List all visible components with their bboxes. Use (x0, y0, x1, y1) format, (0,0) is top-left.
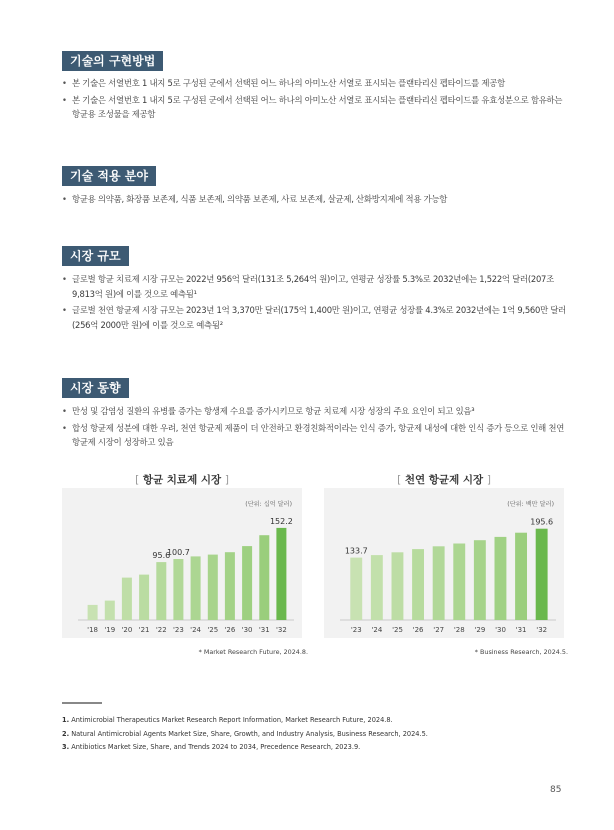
chart-bar (208, 555, 218, 620)
list-item: • 만성 및 감염성 질환의 유병률 증가는 항생제 수요를 증가시키므로 항균 치료제 시장 성장의 주요 요인이 되고 있음³ (62, 404, 572, 419)
footnote-item (62, 741, 428, 755)
chart-tick-label: '28 (453, 626, 465, 634)
chart-bar (453, 544, 465, 621)
chart-data-label: 133.7 (344, 546, 368, 556)
chart-bar (350, 558, 362, 620)
chart-data-label: 95.6 (152, 551, 171, 561)
footnote-number: 2. (62, 729, 70, 738)
chart-tick-label: '29 (474, 626, 486, 634)
chart-tick-label: '21 (138, 626, 150, 634)
chart-bar (392, 552, 404, 620)
chart-tick-label: '18 (87, 626, 99, 634)
chart-2-heading (324, 472, 564, 487)
footnote-list (62, 714, 428, 755)
chart-1-source: * Market Research Future, 2024.8. (198, 648, 308, 656)
chart-tick-label: '25 (207, 626, 219, 634)
chart-1-title: 항균 치료제 시장 (142, 474, 222, 486)
chart-2-title: 천연 항균제 시장 (404, 474, 484, 486)
chart-bar (242, 546, 252, 620)
chart-tick-label: '23 (172, 626, 184, 634)
chart-2-source: * Business Research, 2024.5. (474, 648, 568, 656)
chart-bar (495, 537, 507, 620)
chart-2-svg (324, 488, 564, 638)
chart-data-label: 195.6 (530, 517, 554, 527)
bracket-right: ] (486, 474, 491, 486)
chart-bar (225, 552, 235, 620)
chart-bar (173, 559, 183, 620)
chart-tick-label: '19 (104, 626, 116, 634)
chart-1-heading (62, 472, 302, 487)
footnote-text: Natural Antimicrobial Agents Market Size, Share, Growth, and Industry Analysis, Business Research, 2024.5. (71, 729, 428, 738)
footnote-text: Antibiotics Market Size, Share, and Trends 2024 to 2034, Precedence Research, 2023.9. (71, 743, 361, 751)
chart-tick-label: '24 (190, 626, 202, 634)
section-title-market-size: 시장 규모 (62, 246, 129, 266)
chart-bar (276, 528, 286, 620)
chart-tick-label: '26 (412, 626, 424, 634)
chart-tick-label: '22 (155, 626, 167, 634)
chart-bar (191, 556, 201, 620)
chart-tick-label: '24 (371, 626, 383, 634)
section-title-application: 기술 적용 분야 (62, 166, 156, 186)
chart-bar (105, 601, 115, 620)
list-item: • 합성 항균제 성분에 대한 우려, 천연 항균제 제품이 더 안전하고 환경친화적이라는 인식 증가, 항균제 내성에 대한 인식 증가 등으로 인해 천연 항균제 시장이 성장하고 있음 (62, 421, 572, 450)
chart-bar (122, 578, 132, 620)
chart-tick-label: '23 (350, 626, 362, 634)
chart-tick-label: '32 (536, 626, 548, 634)
list-item: • 항균용 의약품, 화장품 보존제, 식품 보존제, 의약품 보존제, 사료 보존제, 살균제, 산화방지제에 적용 가능함 (62, 192, 572, 207)
market-size-bullet-list (62, 272, 572, 334)
chart-bar (156, 562, 166, 620)
footnote-item (62, 728, 428, 742)
footnote-item (62, 714, 428, 728)
chart-data-label: 152.2 (269, 516, 293, 526)
footnote-number: 1. (62, 716, 70, 724)
chart-2-unit: (단위: 백만 달러) (507, 501, 554, 508)
chart-1-svg (62, 488, 302, 638)
chart-tick-label: '31 (258, 626, 270, 634)
bracket-left: [ (135, 474, 140, 486)
chart-bar (139, 575, 149, 620)
chart-bar (412, 549, 424, 620)
chart-tick-label: '20 (121, 626, 133, 634)
chart-tick-label: '27 (433, 626, 445, 634)
chart-tick-label: '30 (495, 626, 506, 634)
market-trend-bullet-list (62, 404, 572, 452)
implementation-bullet-list (62, 76, 572, 124)
chart-data-label: 100.7 (166, 548, 190, 557)
chart-tick-label: '30 (241, 626, 253, 634)
list-item: • 글로벌 천연 항균제 시장 규모는 2023년 1억 3,370만 달러(175억 1,400만 원)이고, 연평균 성장률 4.3%로 2032년에는 1억 9,560만 달러(256억 2000만 원)에 이를 것으로 예측됨² (62, 303, 572, 332)
footnote-text: Antimicrobial Therapeutics Market Research Report Information, Market Research Future, 2024.8. (71, 716, 393, 724)
page-number: 85 (550, 785, 562, 795)
chart-bar (259, 535, 269, 620)
section-title-market-trend: 시장 동향 (62, 378, 129, 398)
chart-1-unit: (단위: 십억 달러) (245, 501, 292, 508)
chart-bar (515, 533, 527, 620)
chart-bar (88, 605, 98, 620)
chart-1-panel (62, 488, 302, 638)
chart-tick-label: '32 (275, 626, 287, 634)
chart-tick-label: '31 (515, 626, 527, 634)
chart-bar (433, 546, 445, 620)
footnote-number: 3. (62, 743, 70, 751)
section-title-implementation: 기술의 구현방법 (62, 51, 163, 71)
chart-bar (474, 540, 486, 620)
bracket-right: ] (224, 474, 229, 486)
list-item: • 본 기술은 서열번호 1 내지 5로 구성된 군에서 선택된 어느 하나의 아미노산 서열로 표시되는 플랜타리신 펩타이드를 유효성분으로 함유하는 항균용 조성물을 제공함 (62, 93, 572, 122)
chart-2-panel (324, 488, 564, 638)
bracket-left: [ (397, 474, 402, 486)
chart-tick-label: '25 (392, 626, 403, 634)
chart-bar (371, 555, 383, 620)
chart-tick-label: '26 (224, 626, 236, 634)
chart-bar (536, 529, 548, 620)
application-bullet-list (62, 192, 572, 209)
list-item: • 본 기술은 서열번호 1 내지 5로 구성된 군에서 선택된 어느 하나의 아미노산 서열로 표시되는 플랜타리신 펩타이드를 제공함 (62, 76, 572, 91)
list-item: • 글로벌 항균 치료제 시장 규모는 2022년 956억 달러(131조 5,264억 원)이고, 연평균 성장률 5.3%로 2032년에는 1,522억 달러(207조 9,813억 원)에 이를 것으로 예측됨¹ (62, 272, 572, 301)
footnote-divider (62, 702, 102, 704)
